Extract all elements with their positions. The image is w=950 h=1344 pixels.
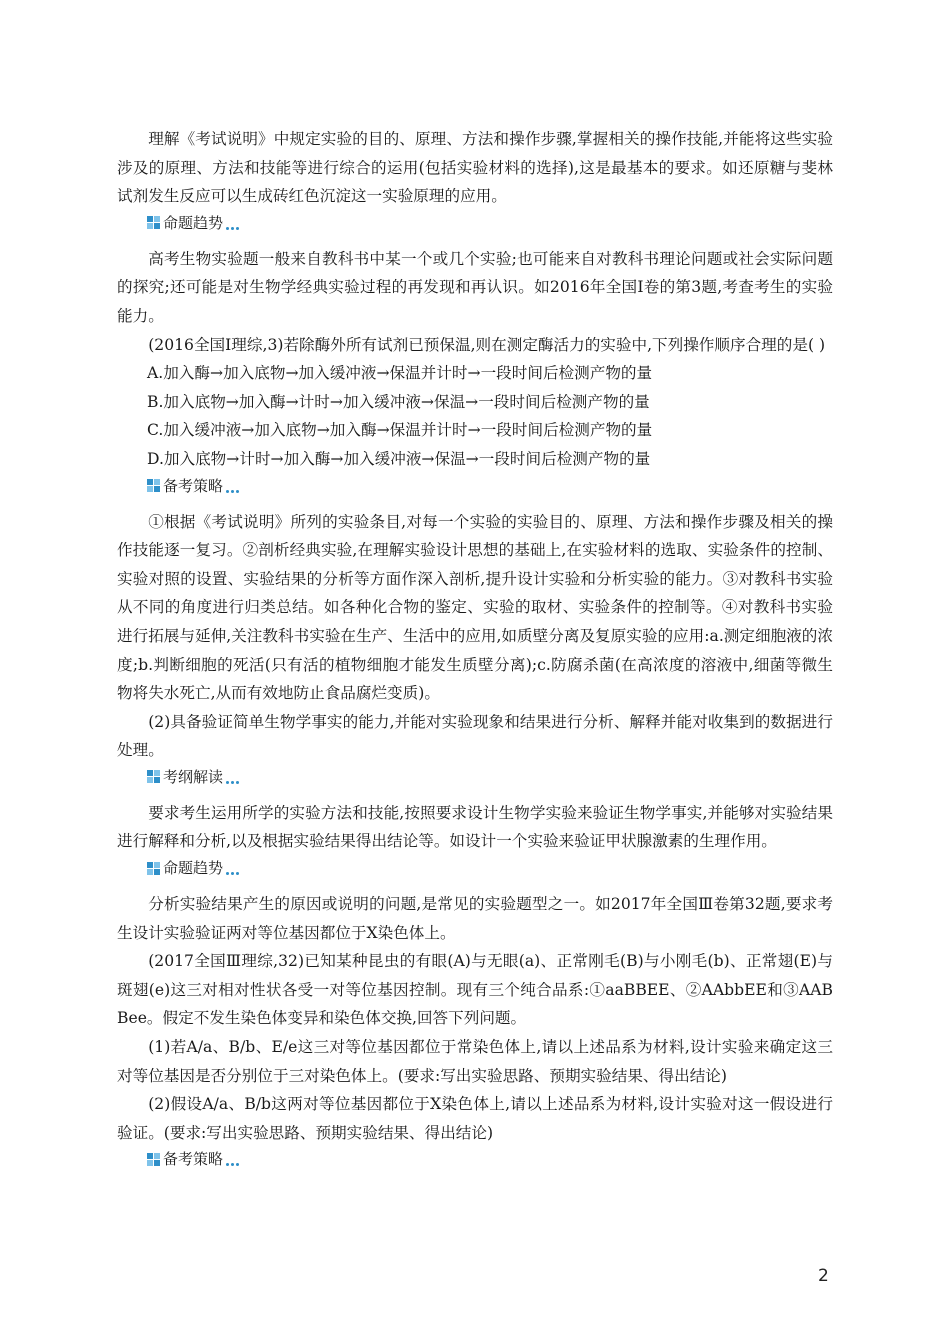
- section-heading-trend: [147, 211, 833, 235]
- paragraph-subquestion-2: (2)假设A/a、B/b这两对等位基因都位于X染色体上,请以上述品系为材料,设计实验对这一假设进行验证。(要求:写出实验思路、预期实验结果、得出结论): [117, 1095, 833, 1142]
- ellipsis-dots-icon: [226, 216, 239, 230]
- four-squares-icon: [147, 1153, 160, 1166]
- four-squares-icon: [147, 479, 160, 492]
- section-heading-trend-2: [147, 856, 833, 880]
- section-heading-strategy: [147, 474, 833, 498]
- ellipsis-dots-icon: [226, 770, 239, 784]
- paragraph-trend: 高考生物实验题一般来自教科书中某一个或几个实验;也可能来自对教科书理论问题或社会实际问题的探究;还可能是对生物学经典实验过程的再发现和再认识。如2016年全国Ⅰ卷的第3题,考查考生的实验能力。: [117, 249, 833, 325]
- section-heading-label: 命题趋势: [163, 859, 224, 878]
- option-d: D.加入底物→计时→加入酶→加入缓冲液→保温→一段时间后检测产物的量: [147, 449, 651, 468]
- ellipsis-dots-icon: [226, 479, 239, 493]
- section-heading-label: 命题趋势: [163, 213, 224, 232]
- paragraph-ability-2: (2)具备验证简单生物学事实的能力,并能对实验现象和结果进行分析、解释并能对收集到的数据进行处理。: [117, 712, 833, 760]
- paragraph-exam-understanding: 理解《考试说明》中规定实验的目的、原理、方法和操作步骤,掌握相关的操作技能,并能将这些实验涉及的原理、方法和技能等进行综合的运用(包括实验材料的选择),这是最基本的要求。如还原糖与斐林试剂发生反应可以生成砖红色沉淀这一实验原理的应用。: [117, 130, 833, 206]
- ellipsis-dots-icon: [226, 1152, 239, 1166]
- option-c: C.加入缓冲液→加入底物→加入酶→保温并计时→一段时间后检测产物的量: [147, 421, 653, 440]
- paragraph-subquestion-1: (1)若A/a、B/b、E/e这三对等位基因都位于常染色体上,请以上述品系为材料,设计实验来确定这三对等位基因是否分别位于三对染色体上。(要求:写出实验思路、预期实验结果、得出结论): [117, 1038, 834, 1085]
- option-a: A.加入酶→加入底物→加入缓冲液→保温并计时→一段时间后检测产物的量: [147, 364, 653, 383]
- four-squares-icon: [147, 770, 160, 783]
- paragraph-trend-2: 分析实验结果产生的原因或说明的问题,是常见的实验题型之一。如2017年全国Ⅲ卷第32题,要求考生设计实验验证两对等位基因都位于X染色体上。: [117, 895, 833, 942]
- section-heading-label: 考纲解读: [163, 767, 224, 786]
- page-number: 2: [818, 1266, 829, 1286]
- ellipsis-dots-icon: [226, 861, 239, 875]
- option-b: B.加入底物→加入酶→计时→加入缓冲液→保温→一段时间后检测产物的量: [147, 392, 650, 411]
- paragraph-strategy: ①根据《考试说明》所列的实验条目,对每一个实验的实验目的、原理、方法和操作步骤及相关的操作技能逐一复习。②剖析经典实验,在理解实验设计思想的基础上,在实验材料的选取、实验条件的控制、实验对照的设置、实验结果的分析等方面作深入剖析,提升设计实验和分析实验的能力。③对教科书实验从不同的角度进行归类总结。如各种化合物的鉴定、实验的取材、实验条件的控制等。④对教科书实验进行拓展与延伸,关注教科书实验在生产、生活中的应用,如质壁分离及复原实验的应用:a.测定细胞液的浓度;b.判断细胞的死活(只有活的植物细胞才能发生质壁分离);c.防腐杀菌(在高浓度的溶液中,细菌等微生物将失水死亡,从而有效地防止食品腐烂变质)。: [117, 512, 833, 703]
- paragraph-question-2016: (2016全国Ⅰ理综,3)若除酶外所有试剂已预保温,则在测定酶活力的实验中,下列操作顺序合理的是( ): [148, 335, 826, 354]
- page-content: [117, 125, 833, 1173]
- section-heading-strategy-2: [147, 1147, 833, 1171]
- answer-options: [117, 359, 833, 473]
- four-squares-icon: [147, 862, 160, 875]
- four-squares-icon: [147, 216, 160, 229]
- paragraph-question-2017: (2017全国Ⅲ理综,32)已知某种昆虫的有眼(A)与无眼(a)、正常刚毛(B)与小刚毛(b)、正常翅(E)与斑翅(e)这三对相对性状各受一对等位基因控制。现有三个纯合品系:①aaBBEE、②AAbbEE和③AABBee。假定不发生染色体变异和染色体交换,回答下列问题。: [117, 952, 833, 1028]
- section-heading-label: 备考策略: [163, 1150, 224, 1169]
- section-heading-syllabus: [147, 765, 833, 789]
- paragraph-syllabus: 要求考生运用所学的实验方法和技能,按照要求设计生物学实验来验证生物学事实,并能够对实验结果进行解释和分析,以及根据实验结果得出结论等。如设计一个实验来验证甲状腺激素的生理作用。: [117, 803, 833, 851]
- section-heading-label: 备考策略: [163, 476, 224, 495]
